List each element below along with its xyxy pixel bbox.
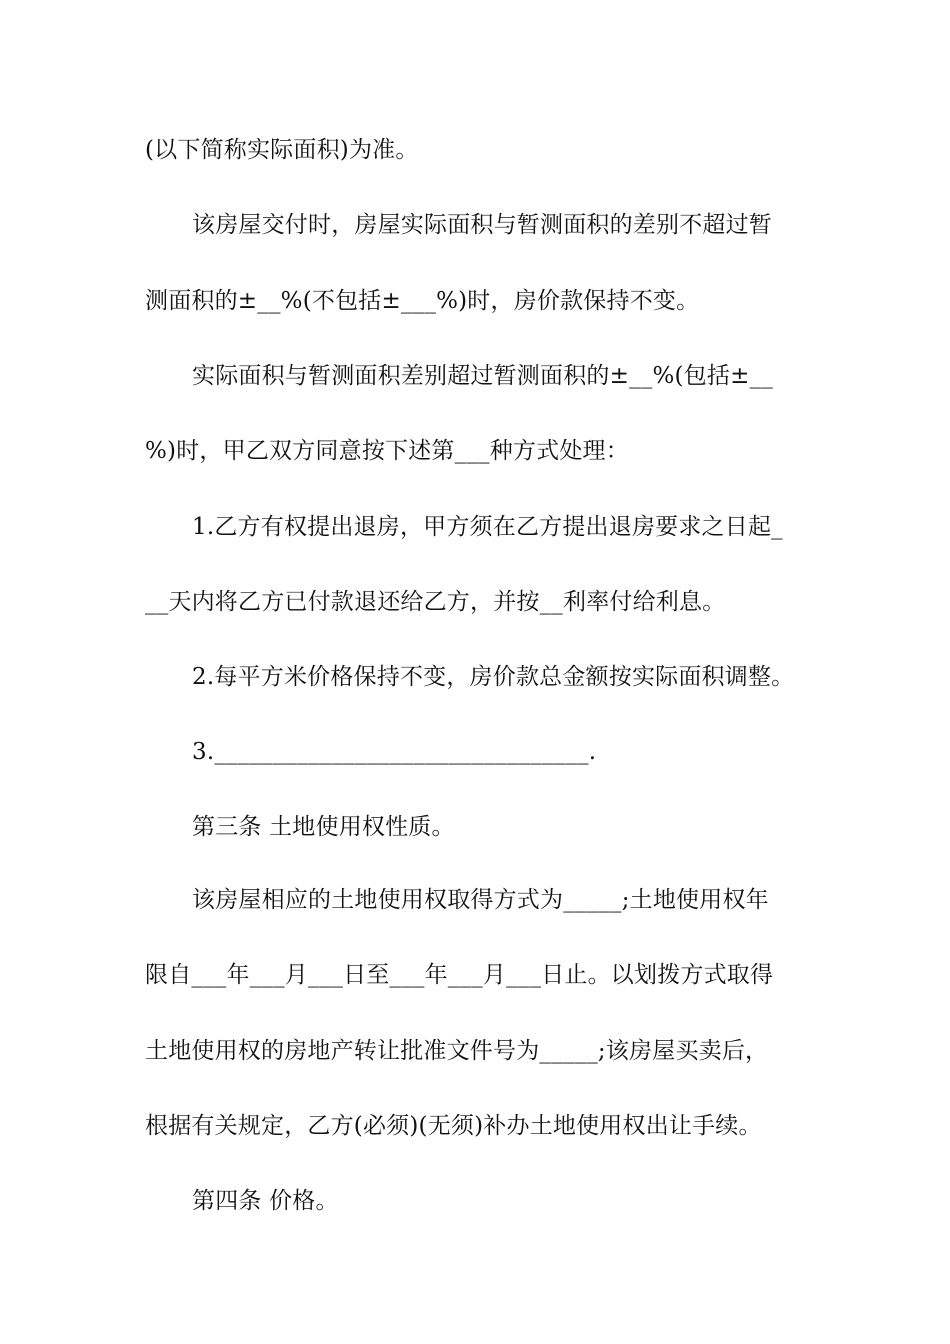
text-line: 2.每平方米价格保持不变，房价款总金额按实际面积调整。 bbox=[192, 664, 795, 690]
text-line: 3.________________________________. bbox=[192, 739, 597, 765]
text-line: 该房屋相应的土地使用权取得方式为_____;土地使用权年 bbox=[192, 887, 769, 913]
text-line: (以下简称实际面积)为准。 bbox=[145, 137, 419, 163]
text-line: 该房屋交付时，房屋实际面积与暂测面积的差别不超过暂 bbox=[192, 212, 772, 238]
text-line: 测面积的±__%(不包括±___%)时，房价款保持不变。 bbox=[145, 288, 700, 314]
text-line: 土地使用权的房地产转让批准文件号为_____;该房屋买卖后， bbox=[145, 1038, 769, 1064]
text-line: 实际面积与暂测面积差别超过暂测面积的±__%(包括±__ bbox=[192, 363, 773, 389]
section-heading: 第三条 土地使用权性质。 bbox=[192, 814, 455, 840]
text-line: %)时，甲乙双方同意按下述第___种方式处理： bbox=[145, 438, 629, 464]
section-heading: 第四条 价格。 bbox=[192, 1188, 339, 1214]
text-line: 1.乙方有权提出退房，甲方须在乙方提出退房要求之日起_ bbox=[192, 514, 783, 540]
text-line: __天内将乙方已付款退还给乙方，并按__利率付给利息。 bbox=[145, 589, 726, 615]
text-line: 限自___年___月___日至___年___月___日止。以划拨方式取得 bbox=[145, 962, 774, 988]
text-line: 根据有关规定，乙方(必须)(无须)补办土地使用权出让手续。 bbox=[145, 1113, 762, 1139]
